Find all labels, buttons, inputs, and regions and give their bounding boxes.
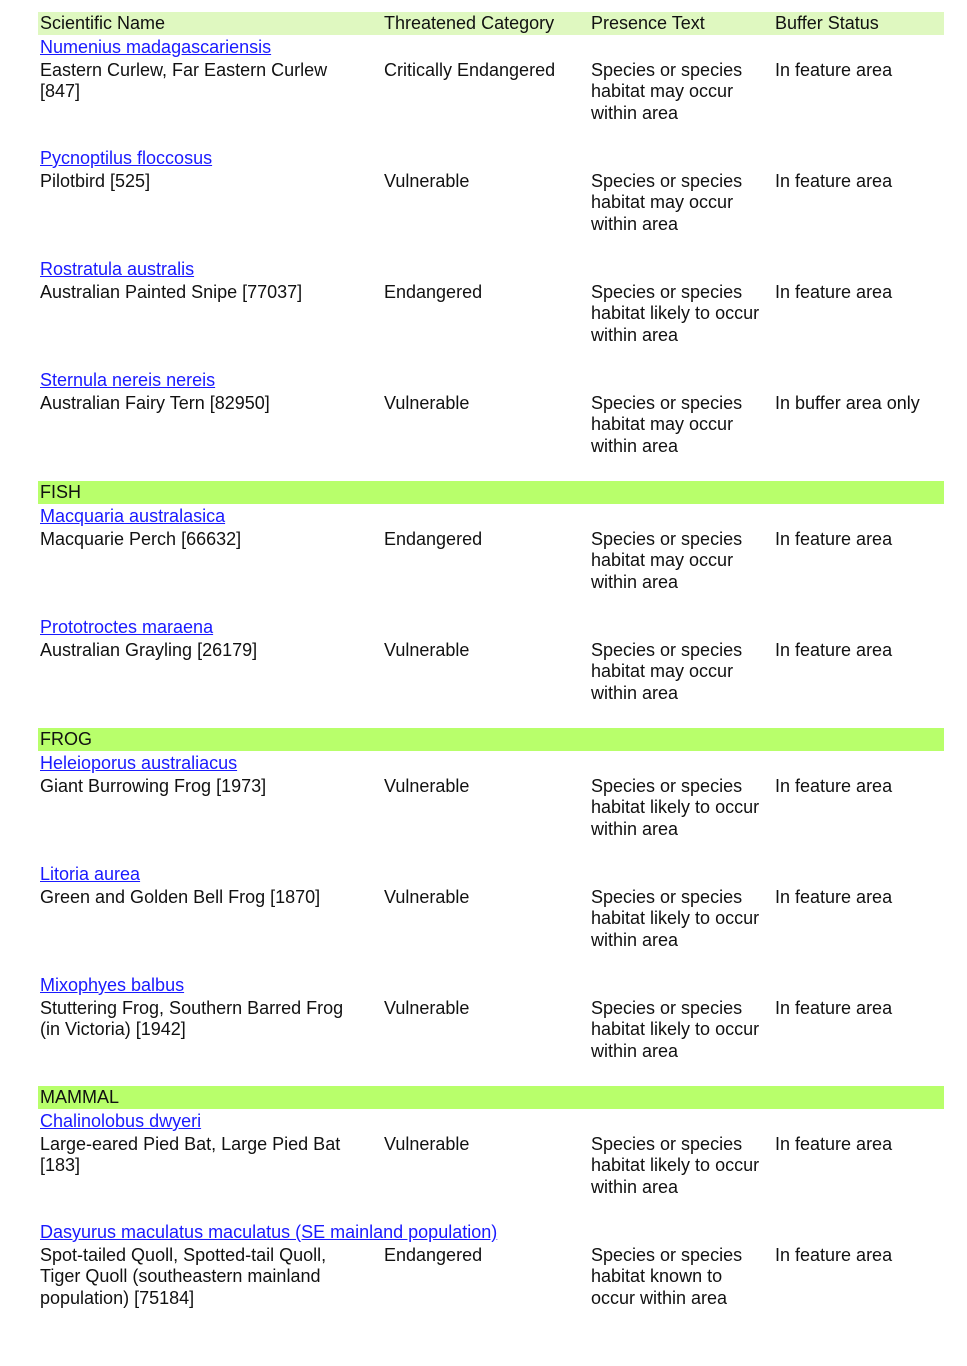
buffer-status: In feature area bbox=[775, 640, 893, 660]
column-header-threatened-category: Threatened Category bbox=[384, 13, 555, 33]
group-header-frog bbox=[38, 728, 944, 751]
common-name: Australian Fairy Tern [82950] bbox=[40, 393, 270, 413]
threatened-category: Vulnerable bbox=[384, 171, 470, 191]
scientific-name-link[interactable]: Mixophyes balbus bbox=[40, 975, 185, 995]
column-header-presence-text: Presence Text bbox=[591, 13, 705, 33]
scientific-name-link[interactable]: Sternula nereis nereis bbox=[40, 370, 216, 390]
presence-text: Species or species habitat may occur within area bbox=[591, 393, 743, 456]
buffer-status: In feature area bbox=[775, 776, 893, 796]
common-name: Eastern Curlew, Far Eastern Curlew [847] bbox=[40, 60, 328, 102]
buffer-status: In feature area bbox=[775, 60, 893, 80]
threatened-category: Vulnerable bbox=[384, 393, 470, 413]
common-name: Large-eared Pied Bat, Large Pied Bat [183] bbox=[40, 1134, 341, 1176]
presence-text: Species or species habitat known to occur within area bbox=[591, 1245, 743, 1308]
scientific-name-link[interactable]: Numenius madagascariensis bbox=[40, 37, 272, 57]
scientific-name-link[interactable]: Dasyurus maculatus maculatus (SE mainland population) bbox=[40, 1222, 498, 1242]
scientific-name-link[interactable]: Macquaria australasica bbox=[40, 506, 226, 526]
scientific-name-link[interactable]: Heleioporus australiacus bbox=[40, 753, 238, 773]
common-name: Australian Grayling [26179] bbox=[40, 640, 258, 660]
buffer-status: In feature area bbox=[775, 282, 893, 302]
threatened-category: Vulnerable bbox=[384, 776, 470, 796]
threatened-category: Endangered bbox=[384, 1245, 483, 1265]
scientific-name-link[interactable]: Pycnoptilus floccosus bbox=[40, 148, 213, 168]
column-header-buffer-status: Buffer Status bbox=[775, 13, 879, 33]
common-name: Macquarie Perch [66632] bbox=[40, 529, 242, 549]
buffer-status: In feature area bbox=[775, 1134, 893, 1154]
column-header-scientific-name: Scientific Name bbox=[40, 13, 166, 33]
threatened-category: Vulnerable bbox=[384, 640, 470, 660]
threatened-category: Endangered bbox=[384, 529, 483, 549]
buffer-status: In feature area bbox=[775, 171, 893, 191]
common-name: Green and Golden Bell Frog [1870] bbox=[40, 887, 321, 907]
presence-text: Species or species habitat likely to occur within area bbox=[591, 776, 760, 839]
table-header bbox=[38, 12, 944, 35]
scientific-name-link[interactable]: Rostratula australis bbox=[40, 259, 195, 279]
common-name: Pilotbird [525] bbox=[40, 171, 151, 191]
common-name: Spot-tailed Quoll, Spotted-tail Quoll, Tiger Quoll (southeastern mainland population) [75184] bbox=[40, 1245, 327, 1308]
threatened-category: Critically Endangered bbox=[384, 60, 556, 80]
common-name: Stuttering Frog, Southern Barred Frog (in Victoria) [1942] bbox=[40, 998, 344, 1040]
group-label: FISH bbox=[40, 482, 82, 502]
group-header-mammal bbox=[38, 1086, 944, 1109]
presence-text: Species or species habitat may occur within area bbox=[591, 171, 743, 234]
group-label: MAMMAL bbox=[40, 1087, 120, 1107]
buffer-status: In feature area bbox=[775, 998, 893, 1018]
buffer-status: In buffer area only bbox=[775, 393, 920, 413]
threatened-category: Vulnerable bbox=[384, 887, 470, 907]
threatened-category: Endangered bbox=[384, 282, 483, 302]
scientific-name-link[interactable]: Litoria aurea bbox=[40, 864, 141, 884]
presence-text: Species or species habitat likely to occur within area bbox=[591, 1134, 760, 1197]
threatened-category: Vulnerable bbox=[384, 998, 470, 1018]
group-header-fish bbox=[38, 481, 944, 504]
presence-text: Species or species habitat may occur within area bbox=[591, 529, 743, 592]
buffer-status: In feature area bbox=[775, 1245, 893, 1265]
common-name: Giant Burrowing Frog [1973] bbox=[40, 776, 267, 796]
presence-text: Species or species habitat likely to occur within area bbox=[591, 887, 760, 950]
buffer-status: In feature area bbox=[775, 887, 893, 907]
presence-text: Species or species habitat may occur within area bbox=[591, 640, 743, 703]
presence-text: Species or species habitat likely to occur within area bbox=[591, 998, 760, 1061]
buffer-status: In feature area bbox=[775, 529, 893, 549]
scientific-name-link[interactable]: Chalinolobus dwyeri bbox=[40, 1111, 202, 1131]
common-name: Australian Painted Snipe [77037] bbox=[40, 282, 303, 302]
presence-text: Species or species habitat likely to occur within area bbox=[591, 282, 760, 345]
scientific-name-link[interactable]: Prototroctes maraena bbox=[40, 617, 214, 637]
presence-text: Species or species habitat may occur within area bbox=[591, 60, 743, 123]
group-label: FROG bbox=[40, 729, 92, 749]
threatened-category: Vulnerable bbox=[384, 1134, 470, 1154]
